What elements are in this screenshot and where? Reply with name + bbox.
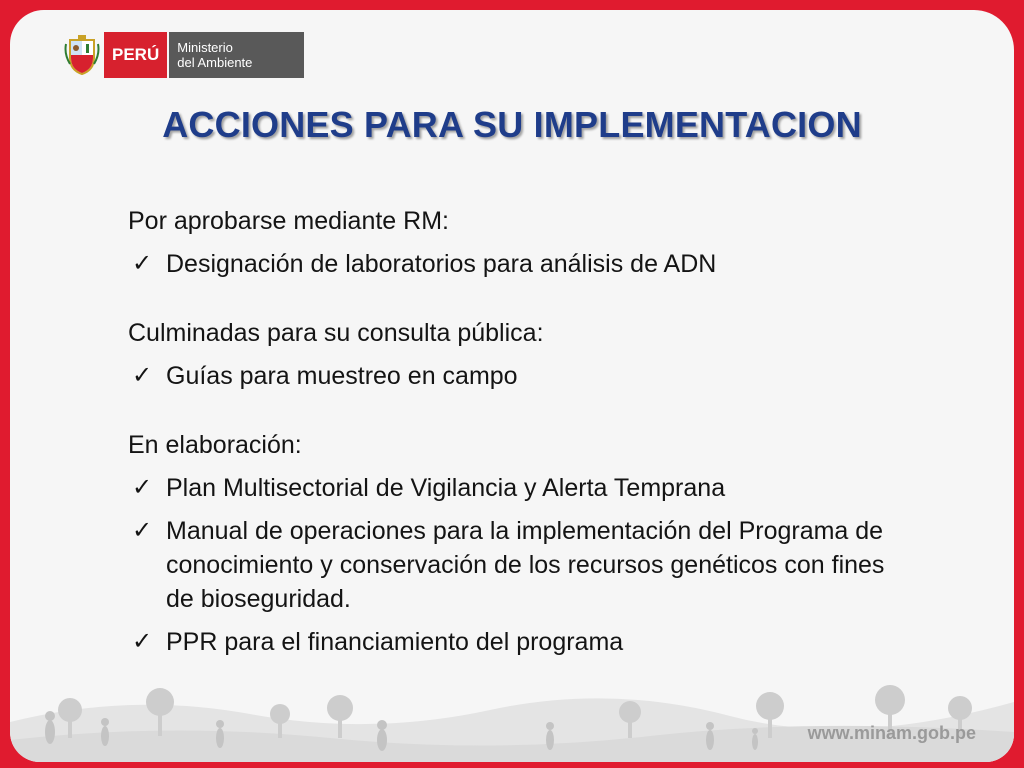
list-item [128,358,908,394]
ministry-logo [62,32,304,78]
section-heading: En elaboración: [128,431,302,459]
slide-card [10,10,1014,762]
peru-coat-of-arms-icon [62,32,102,78]
bullet-list [128,470,908,660]
slide-title: ACCIONES PARA SU IMPLEMENTACION [162,104,862,145]
section-culminadas [128,316,908,394]
bullet-list [128,358,908,394]
ministry-name [169,32,304,78]
ministry-name-line2: del Ambiente [177,55,253,70]
section-en-elaboracion [128,428,908,660]
list-item-text: Guías para muestreo en campo [166,362,518,390]
slide-content [128,204,908,694]
list-item-text: Plan Multisectorial de Vigilancia y Alerta Temprana [166,474,726,502]
checkmark-icon: ✓ [132,628,153,655]
section-por-aprobarse [128,204,908,282]
checkmark-icon: ✓ [132,362,153,389]
list-item [128,514,908,616]
country-label: PERÚ [104,32,167,78]
bullet-list [128,246,908,282]
list-item [128,470,908,506]
list-item-text: Manual de operaciones para la implementación del Programa de conocimiento y conservación de los recursos genéticos con fines de bioseguridad. [166,517,885,613]
checkmark-icon: ✓ [132,517,153,544]
list-item-text: PPR para el financiamiento del programa [166,628,624,656]
section-heading: Culminadas para su consulta pública: [128,319,544,347]
ministry-name-line1: Ministerio [177,40,233,55]
section-heading: Por aprobarse mediante RM: [128,207,449,235]
list-item-text: Designación de laboratorios para análisis de ADN [166,250,717,278]
footer-landscape-illustration [10,652,1014,762]
checkmark-icon: ✓ [132,474,153,501]
checkmark-icon: ✓ [132,250,153,277]
list-item [128,246,908,282]
website-url: www.minam.gob.pe [807,723,976,743]
